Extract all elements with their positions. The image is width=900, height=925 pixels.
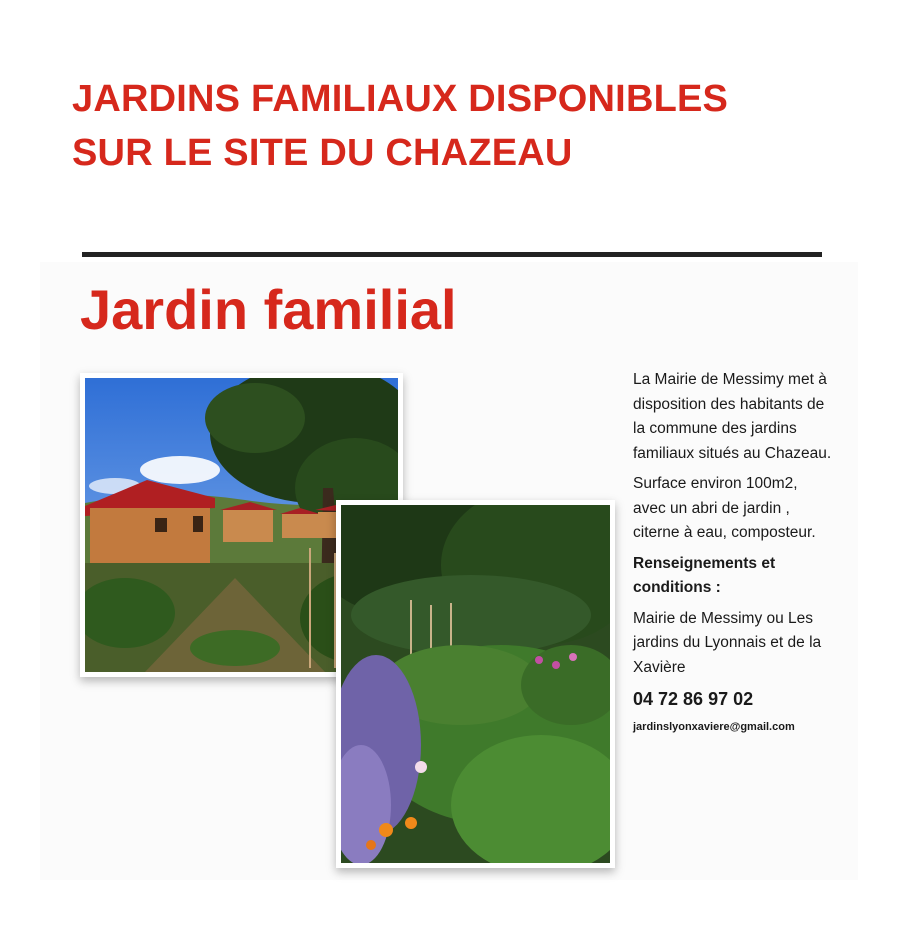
page-headline [72,72,852,180]
divider-rule [82,252,822,257]
phone-number: 04 72 86 97 02 [633,689,754,709]
headline-line-2: SUR LE SITE DU CHAZEAU [72,132,573,174]
section-title: Jardin familial [80,278,457,341]
description-text: La Mairie de Messimy met à disposition des habitants de la commune des jardins familiaux situés au Chazeau. [633,371,832,462]
email-address: jardinslyonxaviere@gmail.com [633,721,795,733]
flower-bed-photo [336,500,615,868]
contact-heading: Renseignements et conditions : [633,554,776,596]
headline-line-1: JARDINS FAMILIAUX DISPONIBLES [72,78,729,120]
surface-text: Surface environ 100m2, avec un abri de jardin , citerne à eau, composteur. [633,475,816,541]
contact-text: Mairie de Messimy ou Les jardins du Lyonnais et de la Xavière [633,609,822,676]
info-column [633,368,833,742]
